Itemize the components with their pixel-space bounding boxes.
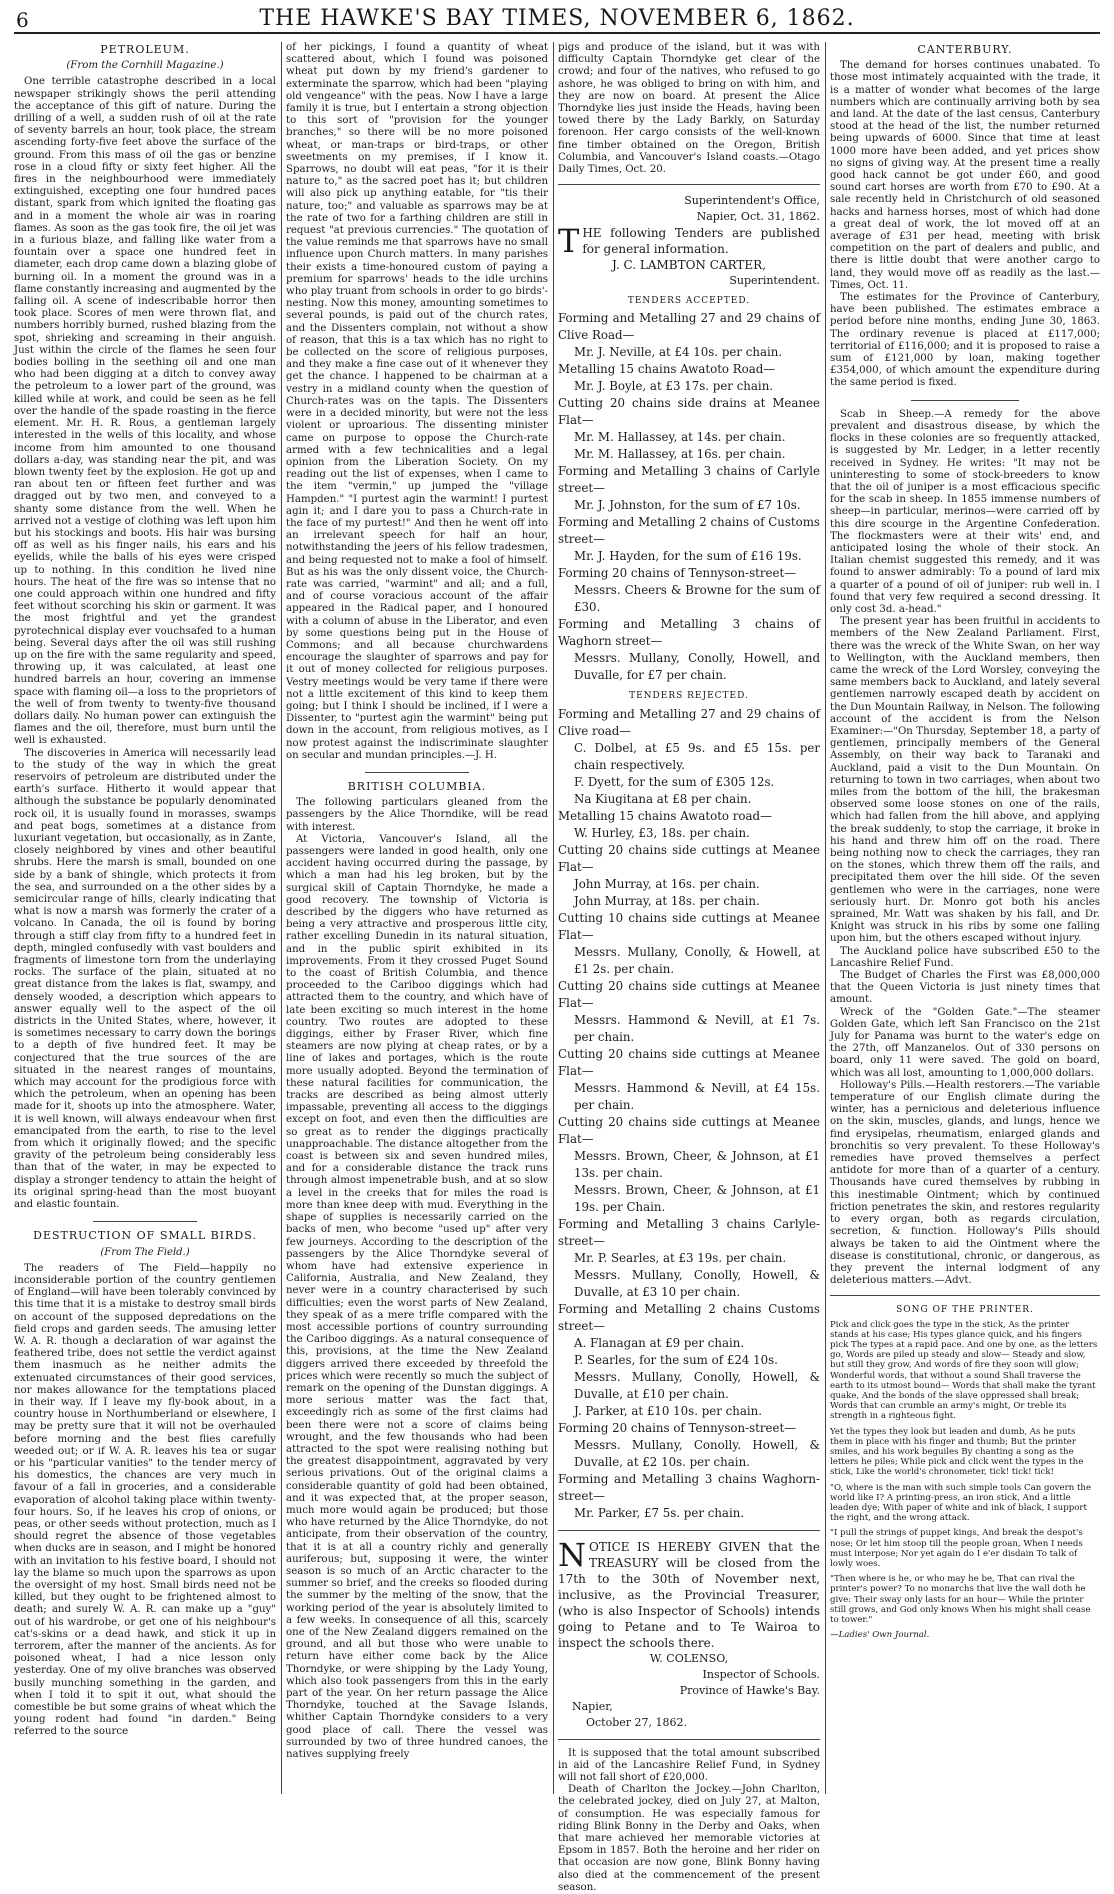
section-divider	[558, 1739, 820, 1740]
tender-contractor: Messrs. Cheers & Browne for the sum of £30.	[574, 583, 820, 615]
bc-intro: The following particulars gleaned from the passengers by the Alice Thorndike, will be read with interest.	[286, 797, 548, 833]
tender-work: Cutting 20 chains side cuttings at Meanee Flat—	[558, 978, 820, 1010]
tender-entry	[558, 565, 820, 616]
canterbury-heading: CANTERBURY.	[917, 43, 1013, 56]
tender-contractor: Messrs. Mullany, Conolly, & Howell, at £1 2s. per chain.	[574, 944, 820, 976]
police-paragraph: The Auckland police have subscribed £50 to the Lancashire Relief Fund.	[830, 945, 1100, 969]
tender-contractor: Mr. P. Searles, at £3 19s. per chain.	[574, 1250, 787, 1265]
birds-paragraph: The readers of The Field—happily no inconsiderable portion of the country gentlemen of England—will have been tolerably convinced by this time that it is a mistake to destroy small birds on account of the supposed depredations on the field crops and garden seeds. The amusing letter W. A. R. though a declaration of war against the feathered tribe, does not settle the verdict against them inasmuch as he neither admits the extenuated circumstances of their good services, nor makes allowance for the temptations placed in their way. If I leave my fly-book about, in a country house in Northumberland or elsewhere, I may be pretty sure that it will not be overhauled before morning and the best flies carefully weeded out; or if W. A. R. leaves his tea or sugar or his "particular vanities" to the tender mercy of his domestics, the chances are very much in favour of a fall in groceries, and a considerable evaporation of alcohol taking place within twenty-four hours. So, if he leaves his crop of onions, or peas, or other seeds without protection, much as I should regret the absence of those vegetables when ducks are in season, and I might be honored with an invitation to his festive board, I should not lay the blame so much upon the sparrows as upon the oversight of my host. Small birds need not be killed, but they ought to be frightened almost to death; and surely W. A. R. can make up a "guy" out of his wardrobe, or get one of his neighbour's cat's-skins or a dead hawk, and stick it up in terrorem, after the manner of the ancients. As for poisoned wheat, I had a nice lesson only yesterday. One of my olive branches was observed busily munching something in the garden, and when I told it to spit it out, what should the comestible be but some grains of wheat which the young rodent had found "in darden." Being referred to the source	[14, 1262, 276, 1738]
tender-entry	[558, 910, 820, 978]
tender-entry	[558, 842, 820, 910]
song-stanza: Pick and click goes the type in the stick, As the printer stands at his case; His types glance quick, and his fingers pick The types at a rapid pace. And one by one, as the letters go, Words are piled up steady and slow— Steady and slow, but still they grow, And words of fire they soon will glow; Wonderful words, that without a sound Shall traverse the earth to its utmost bound— Words that shall make the tyrant quake, And the bonds of the slave oppressed shall break; Words that can crumble an army's might, Or treble its strength in a righteous fight.	[830, 1319, 1098, 1422]
tender-contractor: Messrs. Hammond & Nevill, at £4 15s. per chain.	[574, 1080, 820, 1112]
song-heading: SONG OF THE PRINTER.	[896, 1305, 1034, 1316]
tender-work: Metalling 15 chains Awatoto road—	[558, 808, 772, 823]
song-stanza: "I pull the strings of puppet kings, And break the despot's nose; Or let him stoop till the people groan, When I needs must interpose; Nor yet again do I e'er disdain To talk of lowly woes.	[830, 1528, 1083, 1569]
song-poem	[830, 1320, 1100, 1641]
tenders-signer-title: Superintendent.	[729, 274, 820, 288]
tender-entry	[558, 463, 820, 514]
tenders-dropcap: T	[558, 222, 580, 261]
schools-date: October 27, 1862.	[586, 1715, 688, 1729]
tender-contractor: Messrs. Brown, Cheer, & Johnson, at £1 13s. per chain.	[574, 1148, 820, 1180]
tenders-office: Superintendent's Office,	[684, 194, 820, 208]
bc-continued: pigs and produce of the island, but it was with difficulty Captain Thorndyke get clear of the crowd; and four of the natives, who refused to go ashore, he was obliged to bring on with him, and they are now on board. At present the Alice Thorndyke lies just inside the Heads, having been towed there by the Lady Barkly, on Saturday forenoon. Her cargo consists of the well-known fine timber obtained on the Oregon, British Columbia, and Vancouver's Island coasts.—Otago Daily Times, Oct. 20.	[558, 42, 820, 176]
section-divider	[830, 1295, 1100, 1296]
birds-heading: DESTRUCTION OF SMALL BIRDS.	[33, 1229, 257, 1243]
petroleum-heading: PETROLEUM.	[100, 43, 190, 56]
section-divider	[558, 184, 820, 185]
schools-signer-title: Inspector of Schools.	[702, 1667, 820, 1681]
tenders-rejected-list	[558, 706, 820, 1522]
song-stanza: Yet the types they look but leaden and dumb, As he puts them in place with his finger and thumb; But the printer smiles, and his work beguiles By chanting a song as the letters he piles; While pick and click went the types in the stick, Like the world's chronometer, tick! tick! tick!	[830, 1426, 1084, 1478]
tender-work: Cutting 20 chains side cuttings at Meanee Flat—	[558, 1046, 820, 1078]
tender-contractor: Mr. M. Hallassey, at 16s. per chain.	[574, 447, 786, 462]
tender-work: Cutting 20 chains side drains at Meanee Flat—	[558, 396, 820, 428]
tender-contractor: John Murray, at 16s. per chain.	[574, 876, 760, 891]
tender-work: Forming 20 chains of Tennyson-street—	[558, 566, 796, 581]
jockey-paragraph: Death of Charlton the Jockey.—John Charlton, the celebrated jockey, died on July 27, at Malton, of consumption. He was especially famous for riding Blink Bonny in the Derby and Oaks, when that mare achieved her memorable victories at Epsom in 1857. Both the heroine and her rider on that occasion are now gone, Blink Bonny having also died at the commencement of the present season.	[558, 1784, 820, 1893]
tender-contractor: Mr. Parker, £7 5s. per chain.	[574, 1505, 745, 1520]
tender-entry	[558, 1114, 820, 1216]
section-divider	[365, 772, 470, 773]
column-3	[558, 42, 820, 1893]
tender-work: Cutting 20 chains side cuttings at Meanee Flat—	[558, 1114, 820, 1146]
tender-contractor: Messrs. Mullany, Conolly, Howell, & Duvalle, at £10 per chain.	[574, 1369, 820, 1401]
bc-body: At Victoria, Vancouver's Island, all the passengers were landed in good health, only one accident having occurred during the passage, by which a man had his leg broken, but by the surgical skill of Captain Thorndyke, he made a good recovery. The township of Victoria is described by the diggers who have returned as being a very attractive and prosperous little city, rather excelling Dunedin in its natural situation, and in the public spirit exhibited in its improvements. From it they crossed Puget Sound to the coast of British Columbia, and thence proceeded to the Cariboo diggings which had attracted them to the country, and which have of late been exciting so much interest in the home country. Two routes are adopted to these diggings, either by Fraser River, which fine steamers are now plying at cheap rates, or by a line of lakes and portages, which is the route more usually adopted. Beyond the termination of these natural facilities for communication, the tracks are described as being almost utterly impassable, preventing all access to the diggings except on foot, and even then the difficulties are so great as to render the diggings practically unapproachable. The distance altogether from the coast is between six and seven hundred miles, and for a considerable distance the track runs through almost impenetrable bush, and at so slow a level in the creeks that for miles the road is more than knee deep with mud. Everything in the shape of supplies is necessarily carried on the backs of men, who become "used up" after very few journeys. According to the description of the passengers by the Alice Thorndyke several of whom have had extensive experience in California, Australia, and New Zealand, they never were in a country characterised by such difficulties; even the worst parts of New Zealand, they speak of as a mere trifle compared with the most accessible portions of country surrounding the Cariboo diggings. As a natural consequence of this, provisions, at the time the New Zealand diggers arrived there exceeded by threefold the prices which were recently so much the subject of remark on the opening of the Dunstan diggings. A more serious matter was the fact that, exceedingly rich as some of the first claims had been there were not a score of claims being wrought, and the few thousands who had been attracted to the spot were realising nothing but the greatest disappointment, aggravated by very serious privations. Out of the original claims a considerable quantity of gold had been obtained, and it was expected that, at the proper season, much more would again be produced; but those who have returned by the Alice Thorndyke, do not anticipate, from their observation of the country, that it is at all a country richly and generally auriferous; but, supposing it were, the winter season is so much of an Arctic character to the summer so brief, and the creeks so flooded during the summer by the melting of the snow, that the working period of the year is absolutely limited to a few weeks. In consequence of all this, scarcely one of the New Zealand diggers remained on the ground, and all but those who were unable to return have either come back by the Alice Thorndyke, or were shipping by the Lady Young, which also took passengers from this in the early part of the year. On her return passage the Alice Thorndyke, touched at the Savage Islands, whither Captain Thorndyke considers to a very good place of call. There the vessel was surrounded by two of three hundred canoes, the natives supplying freely	[286, 833, 548, 1761]
tender-entry	[558, 514, 820, 565]
tender-entry	[558, 361, 820, 395]
golden-gate-paragraph: Wreck of the "Golden Gate."—The steamer Golden Gate, which left San Francisco on the 21st July for Panama was burnt to the water's edge on the 27th, off Manzanelos. Out of 330 persons on board, only 11 were saved. The gold on board, which was all lost, amounting to 1,000,000 dollars.	[830, 1006, 1100, 1079]
tender-work: Forming and Metalling 3 chains Waghorn-street—	[558, 1471, 820, 1503]
section-divider	[93, 1221, 198, 1222]
tender-work: Forming and Metalling 27 and 29 chains of Clive Road—	[558, 311, 820, 343]
song-stanza: "Then where is he, or who may he be, That can rival the printer's power? To no monarchs that live the wall doth he give: Their sway only lasts for an hour— While the printer still grows, and God only knows When his might shall cease to tower."	[830, 1574, 1091, 1625]
tender-contractor: John Murray, at 18s. per chain.	[574, 893, 760, 908]
page-number: 6	[16, 8, 29, 32]
tender-contractor: F. Dyett, for the sum of £305 12s.	[574, 774, 775, 789]
holloway-paragraph: Holloway's Pills.—Health restorers.—The variable temperature of our English climate during the winter, has a pernicious and deleterious influence on the skin, muscles, glands, and lungs, hence we find erysipelas, rheumatism, enlarged glands and bronchitis so very prevalent. To these Holloway's remedies have proved themselves a perfect antidote for more than of a quarter of a century. Thousands have cured themselves by rubbing in this inestimable Ointment; which by continued friction penetrates the skin, and restores regularity to every organ, both as regards circulation, secretion, & function. Holloway's Pills should always be taken to aid the Ointment where the disease is constitutional, chronic, or dangerous, as they prevent the internal lodgment of any deleterious matters.—Advt.	[830, 1079, 1100, 1287]
accidents-paragraph: The present year has been fruitful in accidents to members of the New Zealand Parliament. First, there was the wreck of the White Swan, on her way to Wellington, with the Auckland members, then came the wreck of the Lord Worsley, conveying the same members back to Auckland, and lately several gentlemen narrowly escaped death by accident on the Dun Mountain Railway, in Nelson. The following account of the accident is from the Nelson Examiner:—"On Thursday, September 18, a party of gentlemen, principally members of the General Assembly, on their way back to Taranaki and Auckland, paid a visit to the Dun Mountain. On returning to town in two carriages, when about two miles from the bottom of the hill, the brakesman observed some loose stones on one of the rails, which had fallen from the hill above, and applying the break suddenly, to stop the carriage, it broke in his hand and threw him off on the road. There being nothing now to check the carriages, they ran on the stones, which threw them off the rails, and precipitated them over the hill side. Of the seven gentlemen who were in the carriages, none were seriously hurt. Dr. Monro got both his ancles sprained, Mr. Watt was shaken by his fall, and Dr. Knight was struck in his ribs by some one falling upon him, but the others escaped without injury.	[830, 616, 1100, 945]
scab-paragraph: Scab in Sheep.—A remedy for the above prevalent and disastrous disease, by which the flocks in these colonies are so frequently attacked, is suggested by Mr. Ledger, in a letter recently received in Sydney. He writes: "It may not be uninteresting to some of stock-breeders to know that the oil of juniper is a most efficacious specific for the scab in sheep. In 1855 immense numbers of sheep—in particular, merinos—were carried off by this dire scourge in the Argentine Confederation. The flockmasters were at their wits' end, and anticipated losing the whole of their stock. An Italian chemist suggested this remedy, and it was found to answer admirably: To a pound of lard mix a quarter of a pound of oil of juniper: rub well in. I found that very few required a second dressing. It only cost 3d. a-head."	[830, 408, 1100, 615]
tender-contractor: P. Searles, for the sum of £24 10s.	[574, 1352, 778, 1367]
column-4	[830, 42, 1100, 1796]
tender-work: Metalling 15 chains Awatoto Road—	[558, 362, 776, 377]
lancashire-paragraph: It is supposed that the total amount subscribed in aid of the Lancashire Relief Fund, in Sydney will not fall short of £20,000.	[558, 1747, 820, 1784]
budget-paragraph: The Budget of Charles the First was £8,000,000 that the Queen Victoria is just ninety times that amount.	[830, 970, 1100, 1006]
tender-contractor: Mr. J. Johnston, for the sum of £7 10s.	[574, 498, 801, 513]
tender-work: Forming and Metalling 27 and 29 chains of Clive road—	[558, 706, 820, 738]
petroleum-paragraph: One terrible catastrophe described in a local newspaper strikingly shows the peril attending the acceptance of this gift of nature. During the drilling of a well, a sudden rush of oil at the rate of seventy barrels an hour, took place, the stream ascending forty-five feet above the surface of the ground. From this mass of oil the gas or benzine rose in a cloud fifty or sixty feet higher. All the fires in the neighbourhood were immediately extinguished, excepting one four hundred paces distant, spark from which ignited the floating gas and in a moment the whole air was in roaring flames. As soon as the gas took fire, the oil jet was in a furious blaze, and falling like water from a fountain over a space one hundred feet in diameter, each drop came down a blazing globe of burning oil. In a moment the ground was in a flame constantly increasing and augmented by the falling oil. A scene of indescribable horror then took place. Scores of men were thrown flat, and numbers horribly burned, rushed blazing from the spot, shrieking and screaming in their anguish. Just within the circle of the flames he seen four bodies boiling in the seething oil and one man who had been digging at a ditch to convey away the petroleum to a lower part of the ground, was killed while at work, and could be seen as he fell over the handle of the spade roasting in the fierce element. Mr. H. R. Rous, a gentleman largely interested in the wells of this locality, and whose income from him amounted to one thousand dollars a-day, was standing near the pit, and was blown twenty feet by the explosion. He got up and ran about ten or fifteen feet further and was dragged out by two men, and conveyed to a shanty some distance from the well. When he arrived not a vestige of clothing was left upon him but his stockings and boots. His hair was bursing off as well as his finger nails, his ears and his eyelids, while the balls of his eyes were crisped up to nothing. In this condition he lived nine hours. The heat of the fire was so intense that no one could approach within one hundred and fifty feet without scorching his skin or garment. It was the most frightful and yet the grandest pyrotechnical display ever vouchsafed to a human being. Several days after the oil was still rushing up on the fire with the same regularity and speed, throwing up, it was calculated, at least one hundred barrels an hour, covering an immense space with flaming oil—a loss to the proprietors of the well of from twenty to twenty-five thousand dollars daily. No human power can extinguish the flames and the oil, therefore, must burn until the well is exhausted.	[14, 76, 276, 747]
schools-place: Napier,	[572, 1699, 613, 1713]
canterbury-paragraph: The estimates for the Province of Canterbury, have been published. The estimates embrace a period before nine months, ending June 30, 1863. The ordinary revenue is placed at £117,000; territorial of £116,000; and it is proposed to raise a sum of £121,000 by loan, making together £354,000, of which amount the expenditure during the same period is fixed.	[830, 292, 1100, 389]
tender-entry	[558, 808, 820, 842]
tender-contractor: Na Kiugitana at £8 per chain.	[574, 791, 752, 806]
masthead	[14, 6, 1100, 34]
schools-province: Province of Hawke's Bay.	[679, 1683, 820, 1697]
schools-notice-text: OTICE IS HEREBY GIVEN that the TREASURY will be closed from the 17th to the 30th of November next, inclusive, as the Provincial Treasurer, (who is also Inspector of Schools) intends going to Petane and to Te Wairoa to inspect the schools there.	[558, 1539, 820, 1650]
canterbury-paragraph: The demand for horses continues unabated. To those most intimately acquainted with the trade, it is a matter of wonder what becomes of the large numbers which are continually arriving both by sea and land. At the date of the last census, Canterbury stood at the head of the list, the number returned being upwards of 6000. Since that time at least 1000 more have been added, and yet prices show no signs of giving way. At the present time a really good hack cannot be got under £60, and good sound cart horses are worth from £70 to £90. At a sale recently held in Christchurch of old seasoned hacks and harness horses, most of which had done a great deal of work, the lot moved off at an average of £31 per head, meeting with brisk competition on the part of dealers and public, and there is little doubt that were another cargo to land, they would move off as readily as the last.—Times, Oct. 11.	[830, 60, 1100, 291]
tenders-accepted-heading: TENDERS ACCEPTED.	[627, 296, 751, 307]
newspaper-title: THE HAWKE'S BAY TIMES, NOVEMBER 6, 1862.	[259, 6, 855, 31]
tender-entry	[558, 1216, 820, 1301]
tender-contractor: Messrs. Brown, Cheer, & Johnson, at £1 19s. per Chain.	[574, 1182, 820, 1214]
tender-contractor: Mr. J. Boyle, at £3 17s. per chain.	[574, 379, 774, 394]
tender-contractor: Messrs. Mullany, Conolly, Howell, and Duvalle, for £7 per chain.	[574, 651, 820, 683]
petroleum-source: (From the Cornhill Magazine.)	[66, 60, 224, 72]
tender-entry	[558, 706, 820, 808]
tender-work: Forming and Metalling 3 chains of Carlyle street—	[558, 464, 820, 496]
tender-contractor: Messrs. Hammond & Nevill, at £1 7s. per chain.	[574, 1012, 820, 1044]
tender-work: Forming and Metalling 2 chains of Customs street—	[558, 515, 820, 547]
tenders-accepted-list	[558, 310, 820, 684]
tender-entry	[558, 395, 820, 463]
tender-work: Forming 20 chains of Tennyson-street—	[558, 1420, 796, 1435]
column-1	[14, 42, 276, 1796]
bc-heading: BRITISH COLUMBIA.	[347, 779, 487, 793]
tender-entry	[558, 1301, 820, 1420]
tenders-place-date: Napier, Oct. 31, 1862.	[696, 210, 820, 224]
tender-entry	[558, 1046, 820, 1114]
column-rule	[553, 42, 554, 1794]
tender-work: Forming and Metalling 3 chains Carlyle-street—	[558, 1216, 820, 1248]
tender-contractor: Messrs. Mullany, Conolly, Howell, & Duvalle, at £3 10 per chain.	[574, 1267, 820, 1299]
tender-work: Cutting 10 chains side cuttings at Meanee Flat—	[558, 910, 820, 942]
tender-entry	[558, 1420, 820, 1471]
tenders-rejected-heading: TENDERS REJECTED.	[629, 691, 749, 702]
birds-continued: of her pickings, I found a quantity of wheat scattered about, which I found was poisoned wheat put down by my friend's gardener to exterminate the sparrow, which had been "playing old vengeance" with the peas. Now I have a large family it is true, but I entertain a strong objection to this sort of "provision for the younger branches," so there will be no more poisoned wheat, or man-traps or bird-traps, or other sweetments on my premises, if I know it. Sparrows, no doubt will eat peas, "for it is their nature to," as the sacred poet has it; but children will also pick up anything eatable, for "tis their nature, too;" and valuable as sparrows may be at the rate of two for a farthing children are still in request "at previous currencies." The quotation of the value reminds me that sparrows have no small influence upon Church matters. In many parishes their exists a time-honoured custom of paying a premium for sparrows' heads to the idle urchins who play truant from schools in order to go birds'-nesting. Now this money, amounting sometimes to several pounds, is paid out of the church rates, and the Dissenters complain, not without a show of reason, that this is a tax which has no right to be collected on the score of religious purposes, and they make a fine case out of it whenever they get the chance. I happened to be chairman at a vestry in a midland county when the question of Church-rates was on the tapis. The Dissenters were in a decided minority, but were not the less violent or uproarious. The dissenting minister came on purpose to oppose the Church-rate armed with a few technicalities and a legal opinion from the Liberation Society. On my reading out the list of expenses, when I came to the item "vermin," up jumped the "village Hampden." "I purtest agin the warmint! I purtest agin it; and I dare you to pass a Church-rate in the face of my purtest!" And then he went off into an irrelevant speech for half an hour, notwithstanding the jeers of his fellow tradesmen, and being requested not to make a fool of himself. But as his was the only dissent voice, the Church-rate was carried, "warmint" and all; and a full, and of course voracious account of the affair appeared in the Radical paper, and I honoured with a column of abuse in the Liberator, and even by some questions being put in the House of Commons; and all because churchwardens encourage the slaughter of sparrows and pay for it out of money collected for religious purposes. Vestry meetings would be very tame if there were not a little excitement of this kind to keep them going; but I think I should be inclined, if I were a Dissenter, to "purtest agin the warmint" being put down in the account, from religious motives, as I now protest against the indiscriminate slaughter on secular and mundan principles.—J. H.	[286, 42, 548, 761]
column-rule	[281, 42, 282, 1794]
column-rule	[825, 42, 826, 1794]
schools-signer: W. COLENSO,	[649, 1651, 729, 1665]
tender-work: Cutting 20 chains side cuttings at Meanee Flat—	[558, 842, 820, 874]
tender-work: Forming and Metalling 2 chains Customs street—	[558, 1301, 820, 1333]
song-stanza: "O, where is the man with such simple tools Can govern the world like I? A printing-press, an iron stick, And a little leaden dye; With paper of white and ink of black, I support the right, and the wrong attack.	[830, 1482, 1092, 1524]
song-credit: —Ladies' Own Journal.	[830, 1630, 930, 1641]
section-divider	[911, 400, 1019, 401]
tender-contractor: J. Parker, at £10 10s. per chain.	[574, 1403, 763, 1418]
schools-dropcap: N	[558, 1535, 586, 1574]
tender-contractor: W. Hurley, £3, 18s. per chain.	[574, 825, 750, 840]
birds-source: (From The Field.)	[100, 1246, 190, 1258]
column-2	[286, 42, 548, 1796]
section-divider	[558, 1530, 820, 1531]
petroleum-paragraph: The discoveries in America will necessarily lead to the study of the way in which the great reservoirs of petroleum are distributed under the earth's surface. Hitherto it would appear that although the substance be popularly denominated rock oil, it is usually found in morasses, swamps and peat bogs, sometimes at a distance from luxuriant vegetation, but occasionally, as in Zante, closely neighbored by vines and other beautiful shrubs. Here the marsh is small, bounded on one side by a bank of shingle, which protects it from the sea, and surrounded on a the other sides by a semicircular range of hills, clearly indicating that what is now a marsh was formerly the crater of a volcano. In Canada, the oil is found by boring through a stiff clay from fifty to a hundred feet in depth, mingled confusedly with vast boulders and fragments of limestone torn from the underlaying rocks. The surface of the plain, situated at no great distance from the lakes is flat, swampy, and densely wooded, a description which appears to answer equally well to the aspect of the oil districts in the United States, where, however, it is sometimes necessary to carry down the borings to a depth of five hundred feet. It may be conjectured that the true sources of the are situated in the nearest ranges of mountains, which may account for the prodigious force with which the petroleum, when an opening has been made for it, shoots up into the atmosphere. Water, it is well known, will always endeavour when first emancipated from the earth, to rise to the level from which it originally flowed; and the specific gravity of the petroleum being considerably less than that of the water, in may be expected to display a stronger tendency to attain the height of its original spring-head than the most buoyant and elastic fountain.	[14, 747, 276, 1211]
tender-contractor: A. Flanagan at £9 per chain.	[574, 1335, 745, 1350]
tender-contractor: Mr. J. Neville, at £4 10s. per chain.	[574, 345, 783, 360]
tender-entry	[558, 1471, 820, 1522]
tenders-intro: HE following Tenders are published for general information.	[582, 226, 820, 257]
tender-contractor: C. Dolbel, at £5 9s. and £5 15s. per chain respectively.	[574, 740, 820, 772]
tender-contractor: Messrs. Mullany, Conolly. Howell, & Duvalle, at £2 10s. per chain.	[574, 1437, 820, 1469]
tender-entry	[558, 616, 820, 684]
tenders-signer: J. C. LAMBTON CARTER,	[611, 258, 767, 273]
tender-entry	[558, 310, 820, 361]
tender-contractor: Mr. J. Hayden, for the sum of £16 19s.	[574, 549, 802, 564]
tender-work: Forming and Metalling 3 chains of Waghorn street—	[558, 617, 820, 649]
tender-contractor: Mr. M. Hallassey, at 14s. per chain.	[574, 430, 786, 445]
tender-entry	[558, 978, 820, 1046]
